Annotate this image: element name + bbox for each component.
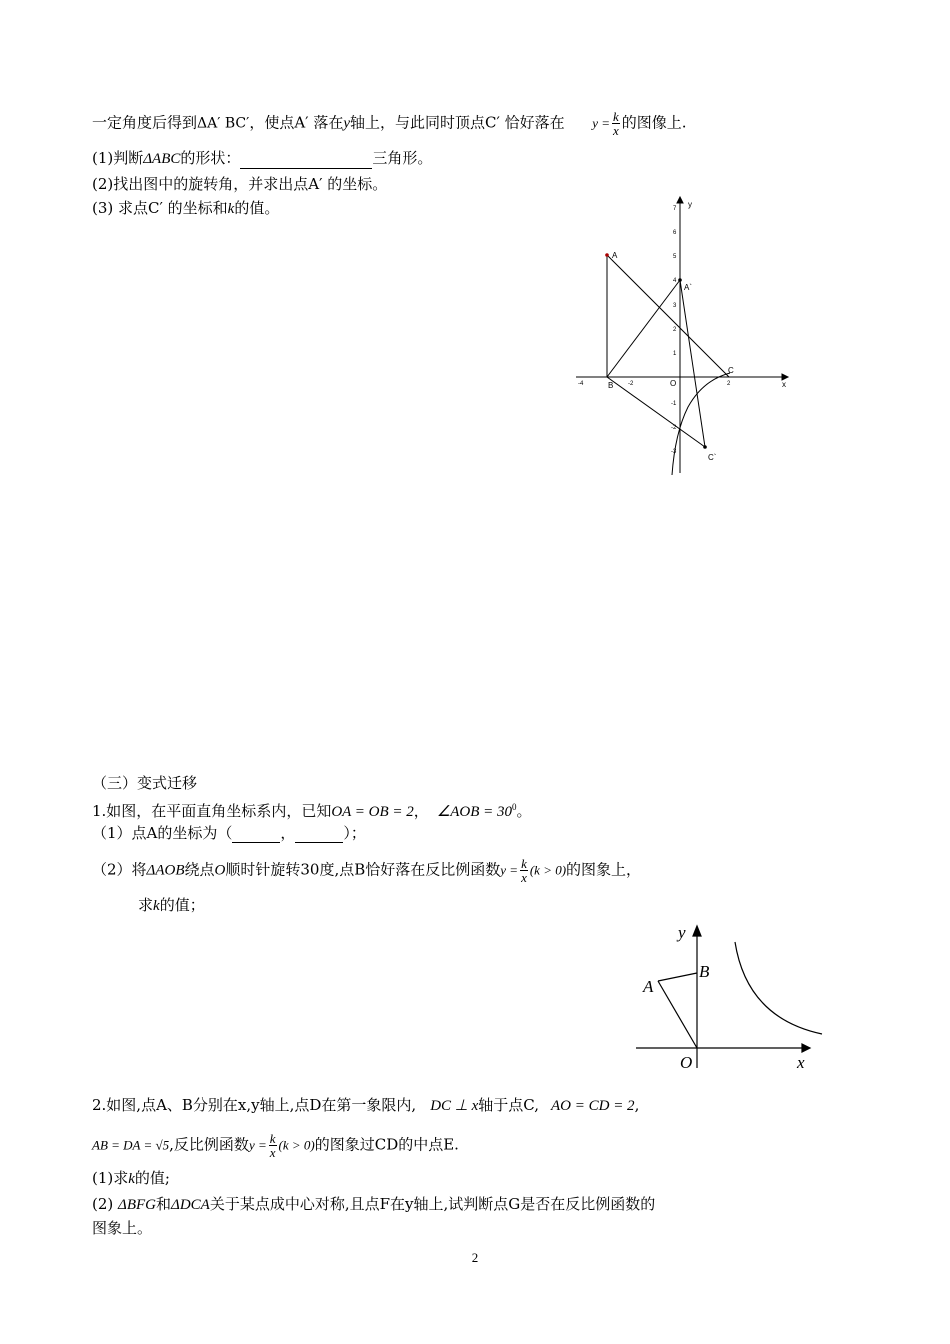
p1-q1-prefix: （1）点A的坐标为（: [92, 824, 233, 842]
section-heading: （三）变式迁移: [92, 774, 198, 792]
p2-q2-text: 关于某点成中心对称,且点F在y轴上,试判断点G是否在反比例函数的: [209, 1195, 656, 1213]
label-O-2: O: [680, 1053, 693, 1072]
p2-function: y =: [248, 1137, 267, 1153]
problem-1-q1: [92, 823, 366, 843]
question-2: (2)找出图中的旋转角，并求出点A′ 的坐标。: [92, 175, 388, 193]
y-tick-5: 5: [673, 254, 677, 260]
label-C: C: [728, 366, 734, 375]
label-y-2: y: [678, 923, 686, 942]
aob-figure: [630, 918, 825, 1078]
p1-equation: OA = OB = 2: [331, 804, 414, 820]
answer-blank-y[interactable]: [295, 842, 343, 843]
p1-q2-function: y =: [500, 862, 519, 878]
problem-2-q2-cont: 图象上。: [92, 1219, 153, 1237]
label-A-2: A: [643, 977, 654, 996]
p1-q1-separator: ，: [280, 824, 296, 842]
intro-text-d: 的图像上.: [621, 113, 687, 132]
p1-text-a: 1.如图，在平面直角坐标系内，已知: [92, 802, 332, 820]
p2-equation: AO = CD = 2: [550, 1098, 635, 1114]
k-over-x-fraction-2: $\frac{k}{x}$: [521, 856, 527, 885]
q3-k: k: [227, 201, 235, 217]
p1-q2-condition: (k > 0): [529, 862, 567, 878]
p2-q1-prefix: (1)求: [92, 1169, 129, 1187]
problem-2-line-1: [92, 1095, 639, 1116]
intro-text-c: 轴上，与此同时顶点C′ 恰好落在: [350, 113, 565, 132]
y-tick-neg3: -3: [671, 449, 677, 455]
p2-perpendicular: DC ⊥ x: [430, 1098, 479, 1114]
rotation-figure: [570, 195, 795, 480]
q1-prefix: (1)判断: [92, 149, 144, 167]
triangle-prime: ΔA′ BC′: [197, 115, 250, 132]
p2-sqrt-equation: AB = DA = √5: [92, 1137, 170, 1153]
p1-q2-k: k: [153, 898, 160, 914]
problem-2-q1: [92, 1168, 170, 1189]
label-A-prime: A`: [684, 283, 692, 292]
y-arrow-2: [693, 926, 701, 936]
segment-AB: [658, 973, 697, 981]
y-tick-6: 6: [673, 230, 677, 236]
page-number: 2: [471, 1250, 479, 1265]
p1-q2-f: 的值；: [159, 896, 205, 914]
p1-text-b: ，: [413, 802, 429, 820]
label-B: B: [608, 381, 614, 390]
answer-blank[interactable]: [240, 168, 372, 169]
point-C-prime: [703, 445, 707, 449]
p1-q2-triangle: ΔAOB: [146, 862, 185, 879]
question-3: [92, 198, 279, 219]
p1-text-c: 。: [516, 802, 532, 820]
intro-text-b: ，使点A′ 落在: [249, 113, 344, 132]
q1-suffix: 三角形。: [372, 149, 433, 167]
y-tick-1: 1: [673, 351, 677, 357]
x-arrow-2: [802, 1044, 810, 1052]
x-tick-2: 2: [727, 381, 731, 387]
x-tick-neg4: -4: [578, 381, 584, 387]
problem-2-line-2: [92, 1132, 459, 1159]
p1-q2-O: O: [214, 862, 226, 879]
p1-q2-e: 求: [138, 896, 154, 914]
intro-line: [92, 110, 687, 137]
p2-text-d: ,反比例函数: [169, 1135, 249, 1154]
point-A: [605, 253, 609, 257]
p2-q2-triangle-2: ΔDCA: [171, 1197, 210, 1213]
degree-superscript: 0: [512, 802, 517, 812]
p2-q1-suffix: 的值;: [134, 1169, 170, 1187]
side-A-prime-C-prime: [680, 280, 705, 447]
function-lhs: y =: [592, 115, 611, 131]
segment-OA: [658, 981, 697, 1048]
y-tick-2: 2: [673, 327, 677, 333]
side-BC-prime: [607, 377, 705, 447]
hyperbola-2: [735, 942, 822, 1034]
hyperbola-branch: [672, 373, 730, 475]
answer-blank-x[interactable]: [232, 842, 280, 843]
p2-q1-k: k: [128, 1171, 135, 1187]
problem-2-q2: [92, 1194, 655, 1215]
p2-text-a: 2.如图,点A、B分别在x,y轴上,点D在第一象限内,: [92, 1096, 417, 1114]
problem-1-q2-cont: [138, 895, 205, 916]
q3-suffix: 的值。: [234, 199, 280, 217]
q3-prefix: (3) 求点C′ 的坐标和: [92, 199, 228, 217]
side-BA-prime: [607, 280, 680, 377]
p1-q2-c: 顺时针旋转30度,点B恰好落在反比例函数: [225, 860, 501, 879]
k-over-x-fraction: $\frac{k}{x}$: [613, 109, 619, 138]
y-variable: y: [343, 115, 350, 132]
label-B-2: B: [699, 962, 710, 981]
q1-mid: 的形状：: [180, 149, 241, 167]
p2-condition: (k > 0): [278, 1137, 315, 1153]
intro-text-a: 一定角度后得到: [92, 113, 198, 132]
label-A: A: [612, 251, 618, 260]
label-x: x: [782, 380, 786, 389]
y-tick-7: 7: [673, 206, 677, 212]
p2-text-c: ,: [634, 1096, 640, 1114]
y-tick-3: 3: [673, 303, 677, 309]
problem-1-statement: [92, 797, 532, 822]
k-over-x-fraction-3: $\frac{k}{x}$: [269, 1131, 276, 1160]
point-A-prime: [678, 278, 682, 282]
x-tick-neg2: -2: [628, 381, 634, 387]
label-x-2: x: [797, 1053, 805, 1072]
y-tick-4: 4: [673, 278, 677, 284]
question-1: [92, 148, 432, 169]
p1-q2-d: 的图象上，: [566, 860, 642, 879]
p1-q1-suffix: ）；: [343, 824, 366, 842]
p2-q2-triangle-1: ΔBFG: [118, 1197, 156, 1213]
y-tick-neg2: -2: [671, 425, 677, 431]
origin-label: O: [670, 379, 677, 388]
p2-text-b: 轴于点C,: [478, 1096, 539, 1114]
q1-triangle: ΔABC: [143, 151, 181, 167]
p2-text-e: 的图象过CD的中点E.: [314, 1135, 459, 1154]
side-AC: [607, 255, 729, 377]
p1-angle: ∠AOB = 30: [436, 804, 513, 820]
problem-1-q2: [92, 857, 641, 884]
y-arrow: [677, 197, 683, 203]
p2-q2-and: 和: [156, 1195, 172, 1213]
label-C-prime: C`: [708, 453, 717, 462]
p1-q2-b: 绕点: [184, 860, 215, 879]
y-tick-neg1: -1: [671, 401, 677, 407]
p1-q2-a: （2）将: [92, 860, 147, 879]
label-y: y: [688, 200, 692, 209]
p2-q2-prefix: (2): [92, 1195, 114, 1213]
